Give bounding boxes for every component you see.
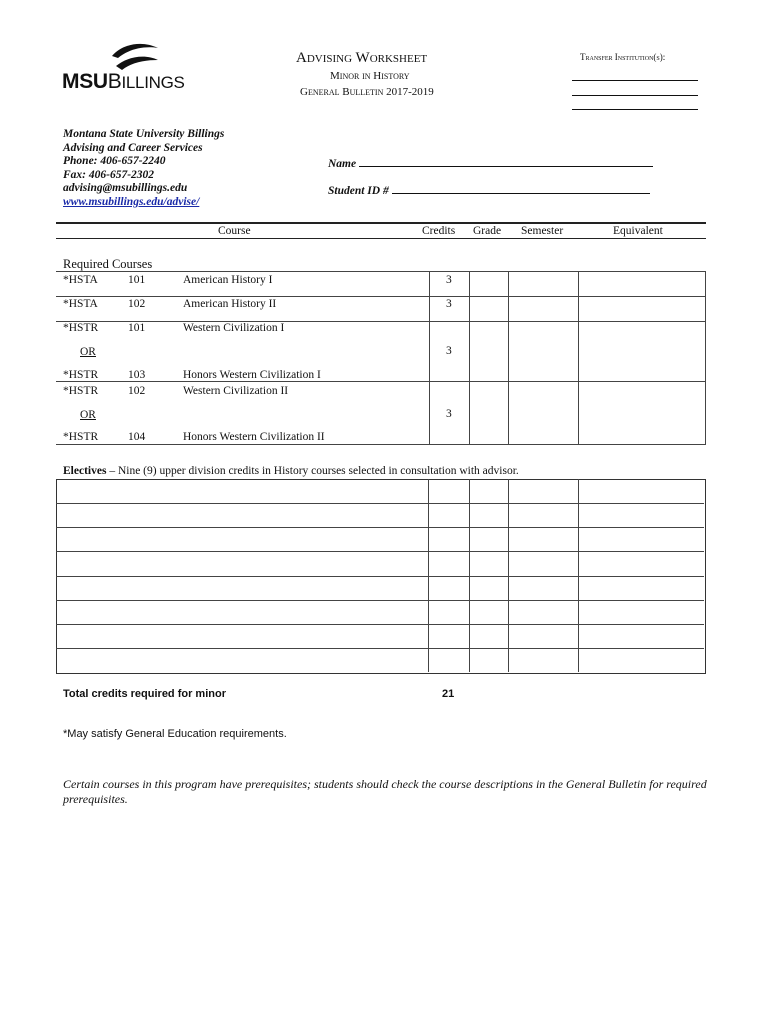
name-field[interactable]	[328, 156, 653, 170]
course-number: 103	[128, 369, 146, 381]
required-row-rule	[56, 321, 706, 322]
elective-row-rule	[56, 648, 704, 649]
course-number: 101	[128, 322, 146, 334]
elective-row-rule	[56, 527, 704, 528]
required-col-rule	[508, 271, 509, 444]
course-title: American History II	[183, 298, 277, 310]
prerequisite-note: Certain courses in this program have prerequisites; students should check the course descriptions in the General Bulletin for required prerequisites.	[63, 777, 707, 806]
header-bottom-rule	[56, 238, 706, 239]
column-course: Course	[218, 225, 251, 237]
header-top-rule	[56, 222, 706, 224]
course-number: 102	[128, 298, 146, 310]
course-credits: 3	[446, 408, 452, 420]
total-credits-value: 21	[442, 688, 455, 700]
required-row-rule	[56, 296, 706, 297]
course-number: 104	[128, 431, 146, 443]
contact-fax: Fax: 406-657-2302	[63, 168, 155, 181]
elective-col-rule	[578, 479, 579, 672]
course-number: 101	[128, 274, 146, 286]
course-title: American History I	[183, 274, 273, 286]
contact-email: advising@msubillings.edu	[63, 182, 188, 194]
msu-swoosh-icon	[108, 42, 160, 72]
course-prefix: *HSTA	[63, 298, 98, 310]
course-title: Honors Western Civilization I	[183, 369, 321, 381]
course-number: 102	[128, 385, 146, 397]
name-label: Name	[328, 158, 357, 170]
course-prefix: *HSTA	[63, 274, 98, 286]
course-prefix: *HSTR	[63, 385, 99, 397]
msu-billings-logo	[62, 42, 212, 98]
total-credits-label: Total credits required for minor	[63, 688, 226, 700]
contact-university: Montana State University Billings	[63, 128, 225, 140]
page-subtitle-bulletin: General Bulletin 2017-2019	[300, 86, 434, 98]
elective-row-rule	[56, 624, 704, 625]
student-id-field[interactable]	[328, 183, 650, 197]
elective-col-rule	[469, 479, 470, 672]
name-input-line[interactable]	[359, 156, 653, 167]
electives-label: Electives	[63, 465, 107, 477]
transfer-institution-line-1[interactable]	[572, 80, 698, 81]
contact-url-link[interactable]: www.msubillings.edu/advise/	[63, 195, 200, 208]
or-label: OR	[80, 346, 96, 358]
course-credits: 3	[446, 298, 452, 310]
contact-department: Advising and Career Services	[63, 141, 203, 154]
required-row-rule	[56, 271, 706, 272]
required-row-rule	[56, 444, 706, 445]
page-subtitle-minor: Minor in History	[330, 70, 410, 82]
elective-col-rule	[428, 479, 429, 672]
or-label: OR	[80, 409, 96, 421]
course-prefix: *HSTR	[63, 369, 99, 381]
gen-ed-note: *May satisfy General Education requirements.	[63, 728, 287, 740]
course-title: Western Civilization I	[183, 322, 285, 334]
column-equivalent: Equivalent	[613, 225, 663, 237]
student-id-input-line[interactable]	[392, 183, 650, 194]
electives-description: – Nine (9) upper division credits in History courses selected in consultation with advisor.	[106, 465, 519, 477]
course-credits: 3	[446, 274, 452, 286]
transfer-institution-line-2[interactable]	[572, 95, 698, 96]
elective-row-rule	[56, 551, 704, 552]
course-credits: 3	[446, 345, 452, 357]
required-col-rule	[578, 271, 579, 444]
course-title: Honors Western Civilization II	[183, 431, 325, 443]
required-col-rule	[469, 271, 470, 444]
elective-row-rule	[56, 503, 704, 504]
required-courses-heading: Required Courses	[63, 257, 153, 271]
elective-row-rule	[56, 600, 704, 601]
course-title: Western Civilization II	[183, 385, 289, 397]
required-col-rule	[429, 271, 430, 444]
transfer-institution-label: Transfer Institution(s):	[580, 52, 666, 62]
logo-text: MSUBILLINGS	[62, 70, 185, 93]
electives-heading	[63, 465, 519, 477]
contact-phone: Phone: 406-657-2240	[63, 155, 166, 167]
page-title: Advising Worksheet	[296, 50, 428, 66]
student-id-label: Student ID #	[328, 185, 389, 197]
transfer-institution-line-3[interactable]	[572, 109, 698, 110]
required-col-rule	[705, 271, 706, 444]
column-semester: Semester	[521, 225, 564, 237]
required-row-rule	[56, 381, 706, 382]
course-prefix: *HSTR	[63, 322, 99, 334]
elective-col-rule	[508, 479, 509, 672]
course-prefix: *HSTR	[63, 431, 99, 443]
column-grade: Grade	[473, 225, 502, 237]
elective-row-rule	[56, 576, 704, 577]
contact-block	[63, 128, 224, 209]
column-credits: Credits	[422, 225, 456, 237]
